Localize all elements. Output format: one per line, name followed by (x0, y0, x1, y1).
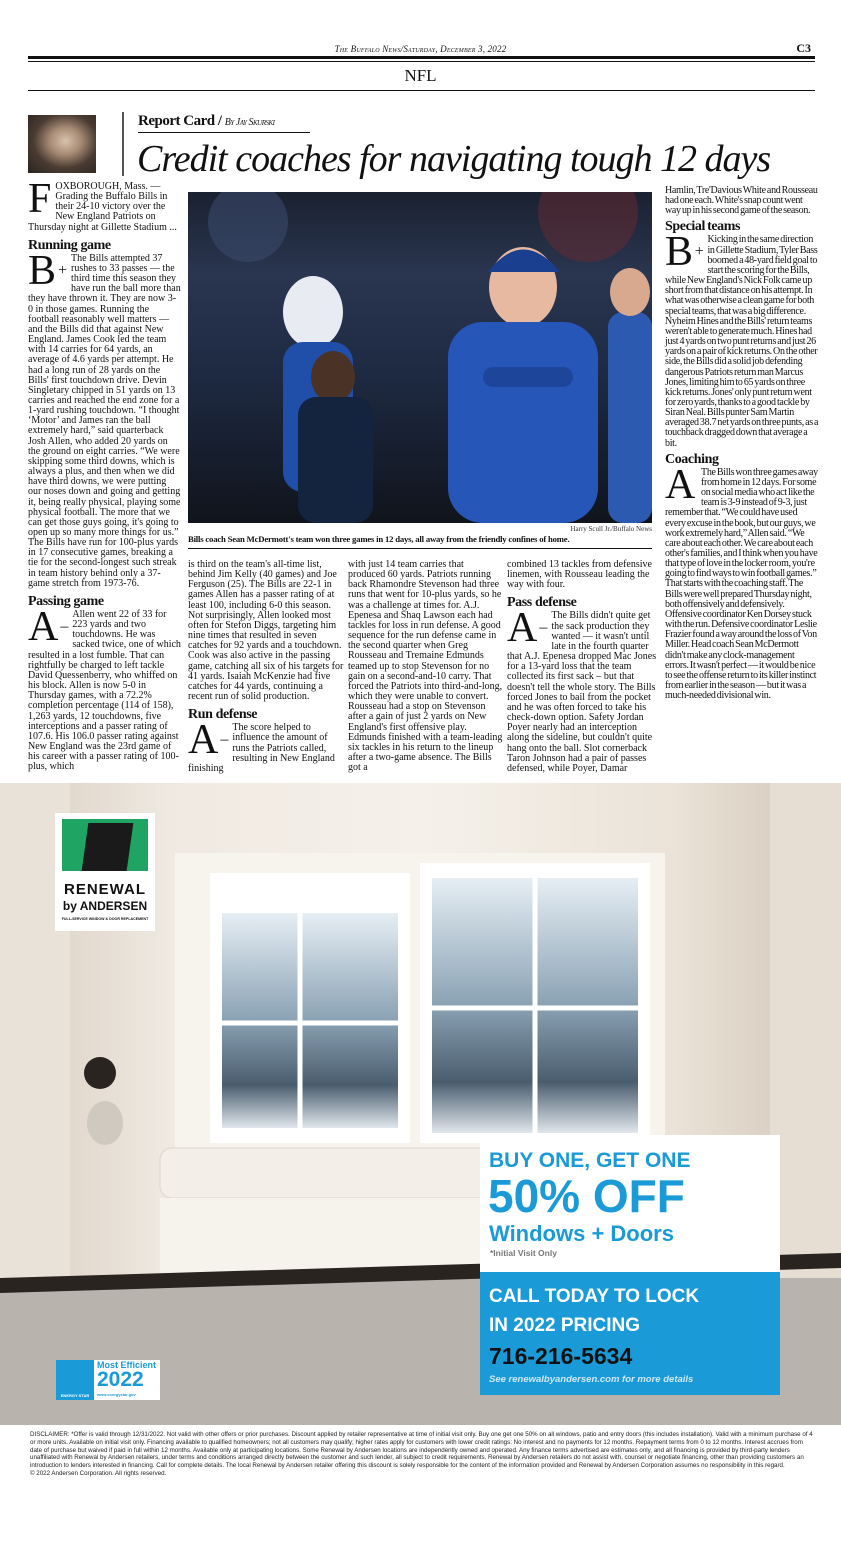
grade-modifier: – (539, 619, 548, 637)
column-4 (507, 560, 661, 774)
section-heading: Passing game (28, 593, 104, 609)
grade-letter: A (28, 603, 59, 650)
photo-credit: Harry Scull Jr./Buffalo News (570, 525, 652, 533)
website-link[interactable]: See renewalbyandersen.com for more details (489, 1374, 694, 1385)
energy-star-icon (56, 1360, 94, 1400)
energy-star-label: ENERGY STAR (60, 1393, 90, 1398)
grade-modifier: – (220, 731, 229, 749)
promo-products: Windows + Doors (489, 1221, 674, 1246)
promo-discount: 50% OFF (488, 1170, 685, 1222)
promo-note: *Initial Visit Only (490, 1248, 557, 1258)
column-1 (28, 176, 181, 773)
grade (28, 247, 68, 294)
column-2 (188, 560, 345, 774)
cta-line1: CALL TODAY TO LOCK (489, 1286, 700, 1307)
section-text: The Bills won three games away from home in 12 days. For some on social media who act like the team is 3-9 instead of 9-3, just remember that. “We could have used every excuse in the book, but our guys, we work extremely hard,” Allen said. “We care about each other. We care about each other's families, and I think when you have that type of love in the locker room, you're going to find ways to win football games.” That starts with the coaching staff. The Bills were well prepared Thursday night, both offensively and defensively. Offensive coordinator Ken Dorsey stuck with the run. Defensive coordinator Leslie Frazier found a way around the loss of Von Miller. Head coach Sean McDermott didn't make any clock-management errors. It wasn't perfect — it would be nice to see the offense return to its killer instinct from earlier in the season — but it was a much-needed divisional win. (665, 466, 818, 702)
section-heading: Run defense (188, 707, 258, 723)
grade-letter: B (28, 247, 57, 294)
drop-cap: F (28, 176, 52, 222)
headline: Credit coaches for navigating tough 12 days (137, 138, 771, 180)
rule (28, 61, 815, 62)
promo-box (480, 1135, 780, 1272)
photo-illustration (188, 192, 652, 523)
section-text: Kicking in the same direction in Gillette Stadium, Tyler Bass boomed a 48-yard field goal to start the scoring for the Bills, while New England's Nick Folk came up short from that distance on his attempt. In what was otherwise a clean game for both special teams, that was a big difference. Nyheim Hines and the Bills' return teams weren't able to generate much. Hines had just 4 yards on two punt returns and just 26 yards on a pair of kick returns. On the other side, the Bills did a solid job defending dangerous Patriots return man Marcus Jones, limiting him to 65 yards on three kick returns. Jones' only punt return went for zero yards, thanks to a good tackle by Siran Neal. Bills punter Sam Martin averaged 38.7 net yards on three punts, as a touchback dragged down that average a bit. (665, 234, 819, 449)
section-heading: Coaching (665, 451, 719, 467)
cta-line2: IN 2022 PRICING (489, 1315, 640, 1336)
photo-caption: Bills coach Sean McDermott's team won three games in 12 days, all away from the friendly confines of home. (188, 534, 570, 544)
logo-tagline: FULL-SERVICE WINDOW & DOOR REPLACEMENT (61, 917, 149, 921)
grade-letter: A (665, 461, 696, 508)
grade (665, 229, 704, 276)
section-text: is third on the team's all-time list, behind Jim Kelly (40 games) and Joe Ferguson (25). The Bills are 22-1 in games Allen has a passer rating of at least 100, including 6-0 this season. Not surprisingly, Allen looked most often for Stefon Diggs, targeting him nine times that resulted in seven catches for 92 yards and a touchdown. Cook was also active in the passing game, catching all six of his targets for 41 yards. Isaiah McKenzie had five catches for 44 yards, continuing a recent run of solid production. (188, 559, 344, 703)
energy-year: 2022 (97, 1368, 144, 1391)
page-number: C3 (796, 41, 811, 55)
cta-box[interactable] (480, 1272, 780, 1395)
section-text: The Bills attempted 37 rushes to 33 passes — the third time this season they have run the ball more than they have thrown it. They are now 3-0 in those games. Running the football reasonably well matters — and the Bills did that against New England. James Cook led the team with 14 carries for 64 yards, an average of 4.6 yards per attempt. He had a long run of 28 yards on the Bills' first touchdown drive. Devin Singletary chipped in 51 yards on 13 carries and reached the end zone for a 1-yard rushing touchdown. “I thought ‘Motor’ and James ran the ball extremely hard,” said quarterback Josh Allen, who added 20 yards on the ground on eight carries. “We were skipping some third downs, which is always a plus, and then when we did have third downs, we were putting our noses down and going and getting it, being really physical, playing some physical football. The more that we can get those guys going, it's going to open up so many more things for us.” The Bills have run for 100-plus yards in 17 consecutive games, breaking a tie for the second-longest such streak in team history behind only a 37-game stretch from 1973-76. (28, 252, 181, 589)
section-text: The Bills didn't quite get the sack production they wanted — it wasn't until late in the fourth quarter that A.J. Epenesa dropped Mac Jones for a 13-yard loss that the team collected its first sack – but that doesn't tell the whole story. The Bills forced Jones to bail from the pocket and he was often forced to take his check-down option. Safety Jordan Poyer nearly had an interception along the sideline, but couldn't quite hang onto the ball. Slot cornerback Taron Johnson had a pair of passes defensed, while Poyer, Damar (507, 610, 657, 774)
column-3 (348, 560, 503, 773)
grade (28, 603, 69, 650)
logo-line1: RENEWAL (64, 881, 146, 898)
disclaimer-text: DISCLAIMER: *Offer is valid through 12/31/2022. Not valid with other offers or prior purchases. Discount applied by retailer representative at time of initial visit only. Buy one get one 50% on all windows, patio and entry doors (this includes installation). Valid with a minimum purchase of 4 or more units. Available on initial visit only. Financing available to qualified homeowners; not all customers may qualify; higher rates apply for customers with lower credit ratings: No interest and no payments for 12 months. Repayment terms from 0 to 12 months. Interest accrues from date of purchase but waived if paid in full within 12 months. Available only at participating locations. Some Renewal by Andersen locations are independently owned and operated. Any finance terms advertised are estimates only, and all financing is provided by third-party lenders unaffiliated with Renewal by Andersen retailers, under terms and conditions arranged directly between the customer and such lender, all subject to credit requirements. Renewal by Andersen retailers do not assist with, counsel or negotiate financing, other than providing customers an introduction to lenders interested in financing. Call for complete details. The local Renewal by Andersen retailer offering this discount is solely responsible for the content of the information provided and Renewal by Andersen Corporation assumes no responsibility in this regard. (30, 1431, 813, 1470)
section-heading: Running game (28, 237, 111, 253)
energy-url: www.energystar.gov (97, 1392, 136, 1397)
grade-letter: A (188, 717, 219, 764)
grade (507, 605, 548, 652)
section-text: Allen went 22 of 33 for 223 yards and two touchdowns. He was sacked twice, one of which resulted in a lost fumble. That can rightfully be charged to left tackle David Quessenberry, who whiffed on his block. Allen is now 5-0 in Thursday games, with a 72.2% completion percentage (114 of 158), 1,263 yards, 12 touchdowns, five interceptions and a passer rating of 107.6. His 106.0 passer rating against New England was the 23rd game of his career with a passer rating of 100-plus, which (28, 608, 181, 773)
author-headshot (28, 115, 96, 173)
rule (28, 90, 815, 91)
grade (665, 461, 697, 508)
section-text: Hamlin, Tre'Davious White and Rousseau had one each. White's snap count went way up in his second game of the season. (665, 185, 818, 217)
grade-letter: A (507, 605, 538, 652)
grade-modifier: + (694, 243, 704, 261)
promo-headline: BUY ONE, GET ONE (489, 1149, 691, 1172)
copyright: © 2022 Andersen Corporation. All rights reserved. (30, 1469, 167, 1477)
grade (188, 717, 229, 764)
grade-modifier: – (60, 617, 69, 635)
advertisement[interactable] (0, 783, 841, 1425)
rule (28, 56, 815, 59)
section-text: combined 13 tackles from defensive linemen, with Rousseau leading the way with four. (507, 559, 652, 591)
ad-disclaimer (30, 1431, 815, 1478)
kicker-label: Report Card (138, 113, 215, 129)
section-text: with just 14 team carries that produced 60 yards. Patriots running back Rhamondre Stevenson had three runs that went for 10-plus yards, so he was a challenge at times for. A.J. Epenesa and Shaq Lawson each had tackles for loss in run defense. A good sequence for the run defense came in the second quarter when Greg Rousseau and Tremaine Edmunds teamed up to stop Stevenson for no gain on a second-and-10 carry. That forced the Patriots into third-and-long, which they were unable to convert. Rousseau had a stop on Stevenson after a gain of just 2 yards on New England's first offensive play. Edmunds finished with a team-leading six tackles in his return to the lineup after a two-game absence. The Bills got a (348, 559, 503, 774)
energy-title: Most Efficient (97, 1360, 157, 1370)
kicker: Report Card / By Jay Skurski (138, 113, 310, 133)
divider (122, 112, 124, 176)
renewal-by-andersen-logo (55, 813, 155, 931)
column-5 (665, 186, 819, 701)
logo-line2: by ANDERSEN (62, 899, 148, 913)
window-icon (82, 823, 134, 871)
section-heading: Pass defense (507, 595, 577, 611)
grade-letter: B (665, 229, 693, 276)
intro-text: OXBOROUGH, Mass. — Grading the Buffalo Bills in their 24-10 victory over the New England Patriots on Thursday night at Gillette Stadium ... (28, 181, 177, 233)
divider (188, 548, 652, 549)
section-text: The score helped to influence the amount of runs the Patriots called, resulting in New England finishing (188, 722, 335, 774)
grade-modifier: + (58, 261, 68, 279)
energy-star-badge (56, 1360, 160, 1400)
folio: The Buffalo News/Saturday, December 3, 2022 (334, 44, 507, 54)
section-title: NFL (404, 66, 437, 85)
phone-number[interactable]: 716-216-5634 (489, 1343, 633, 1369)
news-photo (188, 192, 652, 523)
byline: By Jay Skurski (224, 117, 275, 128)
section-heading: Special teams (665, 219, 741, 235)
